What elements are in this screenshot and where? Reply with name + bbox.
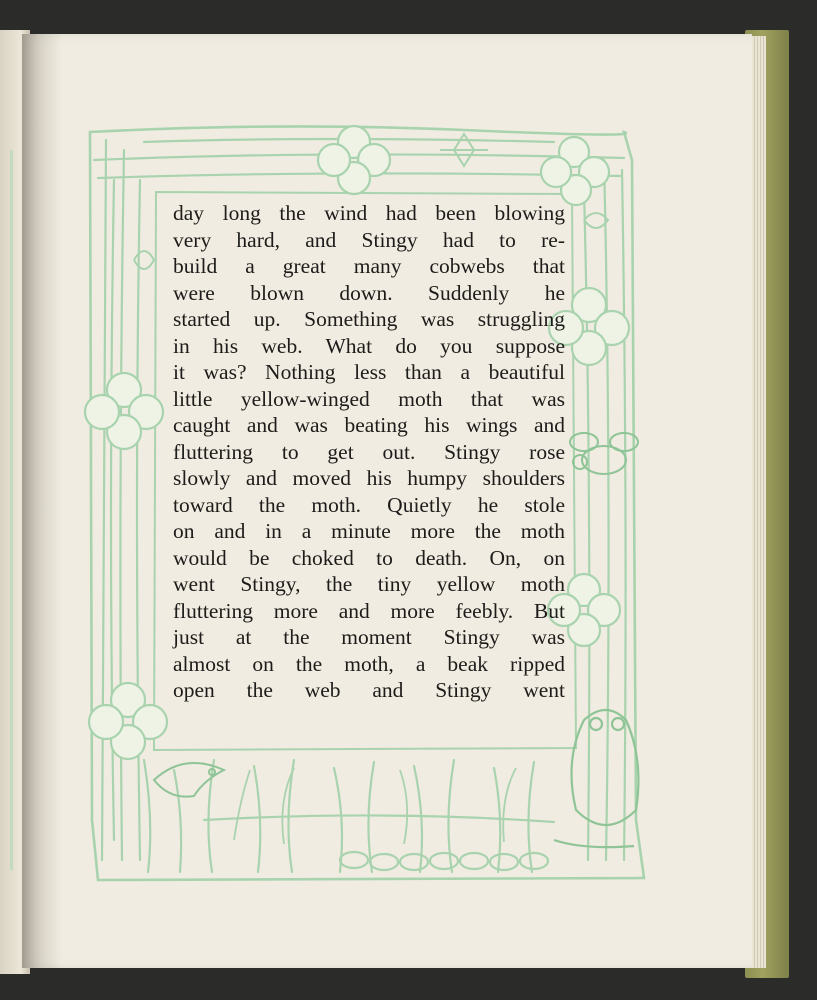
text-line: on and in a minute more the moth bbox=[173, 519, 565, 543]
text-line: slowly and moved his humpy shoulders bbox=[173, 466, 565, 490]
text-line: would be choked to death. On, on bbox=[173, 545, 565, 570]
text-line: fluttering to get out. Stingy rose bbox=[173, 439, 565, 464]
text-line: very hard, and Stingy had to re- bbox=[173, 227, 565, 252]
body-text bbox=[173, 200, 565, 704]
text-line: went Stingy, the tiny yellow moth bbox=[173, 572, 565, 596]
text-line: it was? Nothing less than a beautiful bbox=[173, 360, 565, 384]
clover-icon bbox=[85, 373, 163, 449]
text-line: in his web. What do you suppose bbox=[173, 333, 565, 358]
text-line: fluttering more and more feebly. But bbox=[173, 598, 565, 623]
text-line: started up. Something was struggling bbox=[173, 307, 565, 331]
text-line: just at the moment Stingy was bbox=[173, 625, 565, 649]
text-line: open the web and Stingy went bbox=[173, 678, 565, 702]
clover-icon bbox=[318, 126, 390, 194]
text-line: caught and was beating his wings and bbox=[173, 413, 565, 437]
text-line: day long the wind had been blowing bbox=[173, 201, 565, 225]
text-line: toward the moth. Quietly he stole bbox=[173, 492, 565, 517]
text-line: little yellow-winged moth that was bbox=[173, 386, 565, 411]
text-line: build a great many cobwebs that bbox=[173, 254, 565, 278]
text-line: almost on the moth, a beak ripped bbox=[173, 651, 565, 676]
clover-icon bbox=[89, 683, 167, 759]
text-line: were blown down. Suddenly he bbox=[173, 280, 565, 305]
book-page bbox=[22, 34, 752, 968]
gutter-shadow bbox=[22, 34, 62, 968]
grass-icon bbox=[234, 768, 516, 844]
bee-icon bbox=[570, 433, 638, 474]
left-page-border-fragment bbox=[0, 150, 13, 870]
